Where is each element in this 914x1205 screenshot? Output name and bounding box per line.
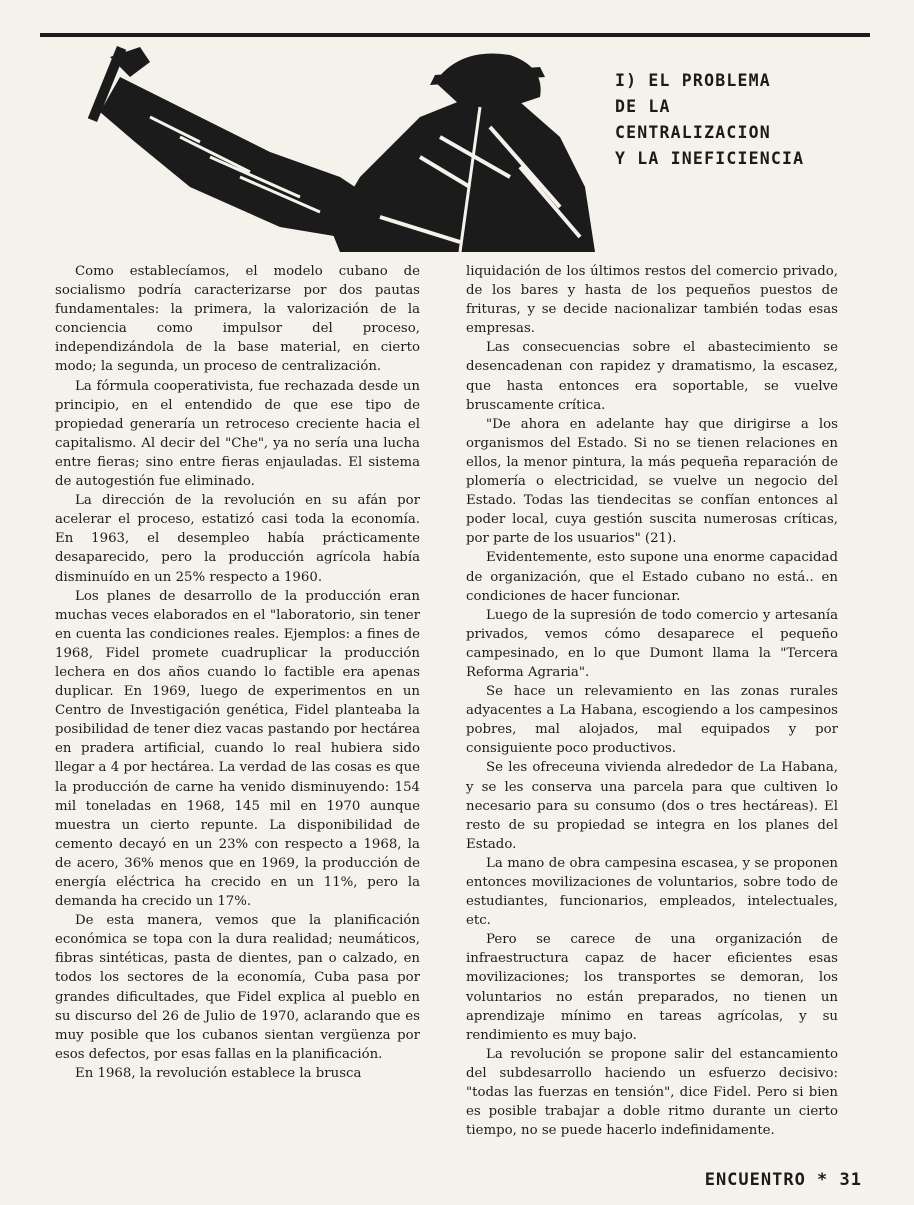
right-column [466,262,838,1140]
soldier-illustration [40,37,600,252]
page-footer: ENCUENTRO * 31 [704,1170,862,1190]
paragraph: Evidentemente, esto supone una enorme capacidad de organización, que el Estado cubano no está.. en condiciones de hacer funcionar. [466,550,838,604]
heading-line-1: I) EL PROBLEMA [615,71,771,90]
paragraph: Como establecíamos, el modelo cubano de socialismo podría caracterizarse por dos pautas fundamentales: la primera, la valorización de la conciencia como impulsor del proceso, independizándola de la base material, en cierto modo; la segunda, un proceso de centralización. [55,264,420,375]
section-heading [615,68,875,172]
paragraph: Los planes de desarrollo de la producción eran muchas veces elaborados en el "laboratorio, sin tener en cuenta las condiciones reales. Ejemplos: a fines de 1968, Fidel promete cuadruplicar la producción lechera en dos años cuando lo factible era apenas duplicar. En 1969, luego de experimentos en un Centro de Investigación genética, Fidel planteaba la posibilidad de tener diez vacas pastando por hectárea en pradera artificial, cuando lo real hubiera sido llegar a 4 por hectárea. La verdad de las cosas es que la producción de carne ha venido disminuyendo: 154 mil toneladas en 1968, 145 mil en 1970 aunque muestra un cierto repunte. La disponibilidad de cemento decayó en un 23% con respecto a 1968, la de acero, 36% menos que en 1969, la producción de energía eléctrica ha crecido en un 11%, pero la demanda ha crecido un 17%. [55,588,420,910]
paragraph: La mano de obra campesina escasea, y se proponen entonces movilizaciones de voluntarios, sobre todo de estudiantes, funcionarios, empleados, intelectuales, etc. [466,855,838,929]
paragraph: La revolución se propone salir del estancamiento del subdesarrollo haciendo un esfuerzo decisivo: "todas las fuerzas en tensión", dice Fidel. Pero si bien es posible trabajar a doble ritmo durante un cierto tiempo, no se puede hacerlo indefinidamente. [466,1046,838,1139]
paragraph: Pero se carece de una organización de infraestructura capaz de hacer eficientes esas movilizaciones; los transportes se demoran, los voluntarios no están preparados, no tienen un aprendizaje mínimo en tareas agrícolas, y su rendimiento es muy bajo. [466,932,838,1043]
left-column [55,262,420,1083]
paragraph: liquidación de los últimos restos del comercio privado, de los bares y hasta de los pequeños puestos de frituras, y se decide nacionalizar también todas esas empresas. [466,264,838,337]
heading-line-3: CENTRALIZACION [615,123,771,142]
heading-line-4: Y LA INEFICIENCIA [615,149,805,168]
paragraph: Luego de la supresión de todo comercio y artesanía privados, vemos cómo desaparece el pequeño campesinado, en lo que Dumont llama la "Tercera Reforma Agraria". [466,607,838,680]
paragraph: Las consecuencias sobre el abastecimiento se desencadenan con rapidez y dramatismo, la escasez, que hasta entonces era soportable, se vuelve bruscamente crítica. [466,340,838,413]
paragraph: De esta manera, vemos que la planificación económica se topa con la dura realidad; neumáticos, fibras sintéticas, pasta de dientes, pan o calzado, en todos los sectores de la economía, Cuba pasa por grandes dificultades, que Fidel explica al pueblo en su discurso del 26 de Julio de 1970, aclarando que es muy posible que los cubanos sientan vergüenza por esos defectos, por esas fallas en la planificación. [55,913,420,1062]
paragraph: Se hace un relevamiento en las zonas rurales adyacentes a La Habana, escogiendo a los campesinos pobres, mal alojados, mal equipados y por consiguiente poco productivos. [466,684,838,757]
paragraph: Se les ofreceuna vivienda alrededor de La Habana, y se les conserva una parcela para que cultiven lo necesario para su consumo (dos o tres hectáreas). El resto de su propiedad se integra en los planes del Estado. [466,760,838,852]
paragraph: "De ahora en adelante hay que dirigirse a los organismos del Estado. Si no se tienen relaciones en ellos, la menor pintura, la más pequeña reparación de plomería o electricidad, se vuelve un negocio del Estado. Todas las tiendecitas se confían entonces al poder local, cuya gestión suscita numerosas críticas, por parte de los usuarios" (21). [466,416,838,547]
paragraph: En 1968, la revolución establece la brusca [75,1065,362,1081]
heading-line-2: DE LA [615,97,671,116]
paragraph: La fórmula cooperativista, fue rechazada desde un principio, en el entendido de que ese tipo de propiedad generaría un retroceso creciente hacia el capitalismo. Al decir del "Che", ya no sería una lucha entre fieras; sino entre fieras enjauladas. El sistema de autogestión fue eliminado. [55,378,420,490]
paragraph: La dirección de la revolución en su afán por acelerar el proceso, estatizó casi toda la economía. En 1963, el desempleo había prácticamente desaparecido, pero la producción agrícola había disminuído en un 25% respecto a 1960. [55,493,420,585]
